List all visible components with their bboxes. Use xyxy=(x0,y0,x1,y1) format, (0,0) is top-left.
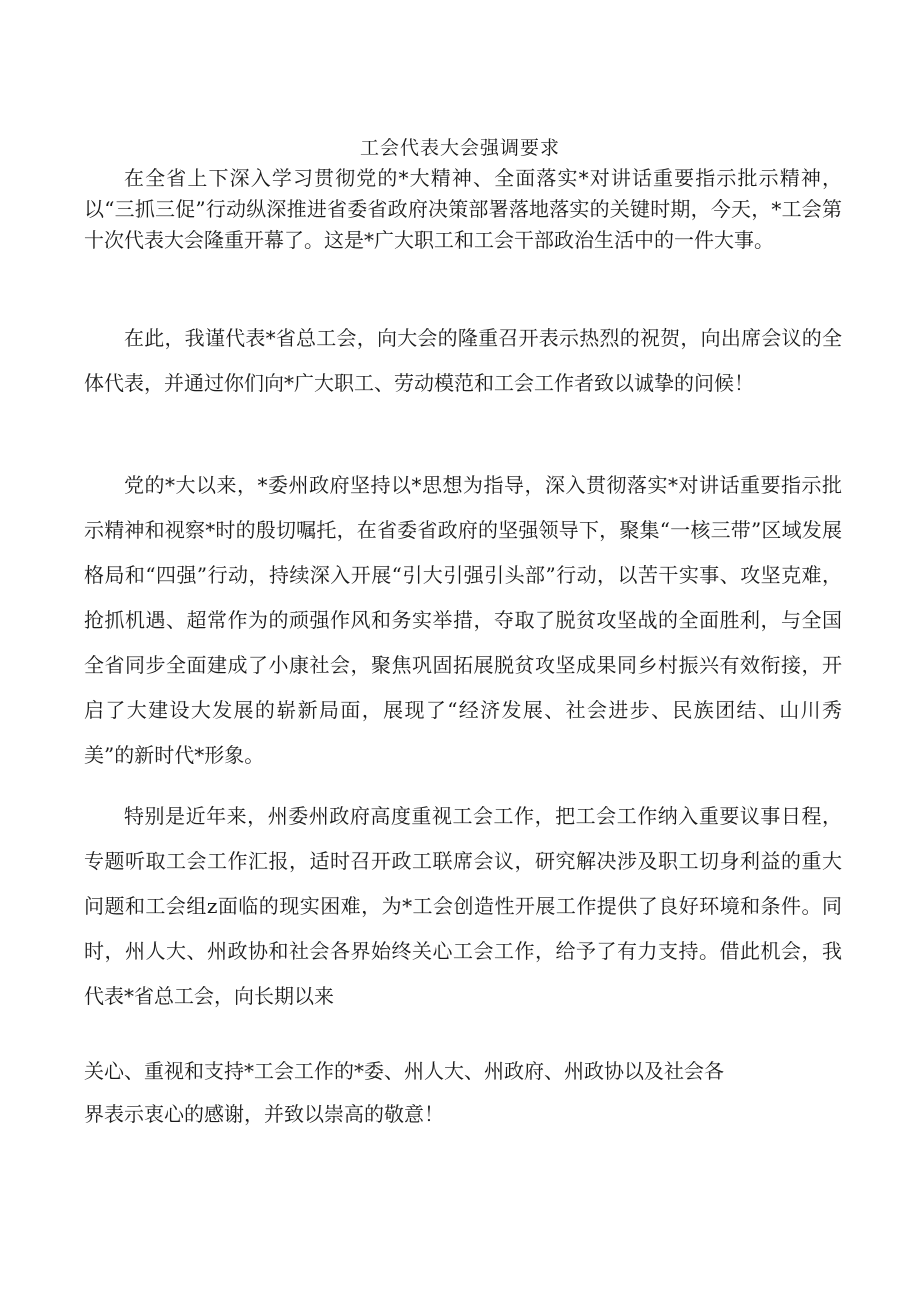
continuation-line-1: 关心、重视和支持*工会工作的*委、州人大、州政府、州政协以及社会各 xyxy=(84,1059,724,1083)
paragraph-2: 在此，我谨代表*省总工会，向大会的隆重召开表示热烈的祝贺，向出席会议的全体代表，并通过你们向*广大职工、劳动模范和工会工作者致以诚挚的问候！ xyxy=(84,326,842,395)
continuation-line-2: 界表示衷心的感谢，并致以崇高的敬意！ xyxy=(84,1102,444,1126)
paragraph-1: 在全省上下深入学习贯彻党的*大精神、全面落实*对讲话重要指示批示精神，以“三抓三促”行动纵深推进省委省政府决策部署落地落实的关键时期，今天，*工会第十次代表大会隆重开幕了。这是*广大职工和工会干部政治生活中的一件大事。 xyxy=(84,166,842,252)
paragraph-4: 特别是近年来，州委州政府高度重视工会工作，把工会工作纳入重要议事日程，专题听取工会工作汇报，适时召开政工联席会议，研究解决涉及职工切身利益的重大问题和工会组z面临的现实困难，为*工会创造性开展工作提供了良好环境和条件。同时，州人大、州政协和社会各界始终关心工会工作，给予了有力支持。借此机会，我代表*省总工会，向长期以来 xyxy=(84,804,842,1008)
document-title: 工会代表大会强调要求 xyxy=(359,137,560,159)
paragraph-3: 党的*大以来，*委州政府坚持以*思想为指导，深入贯彻落实*对讲话重要指示批示精神和视察*时的殷切嘱托，在省委省政府的坚强领导下，聚集“一核三带”区域发展格局和“四强”行动，持续深入开展“引大引强引头部”行动，以苦干实事、攻坚克难，抢抓机遇、超常作为的顽强作风和务实举措，夺取了脱贫攻坚战的全面胜利，与全国全省同步全面建成了小康社会，聚焦巩固拓展脱贫攻坚成果同乡村振兴有效衔接，开启了大建设大发展的崭新局面，展现了“经济发展、社会进步、民族团结、山川秀美”的新时代*形象。 xyxy=(84,473,842,767)
